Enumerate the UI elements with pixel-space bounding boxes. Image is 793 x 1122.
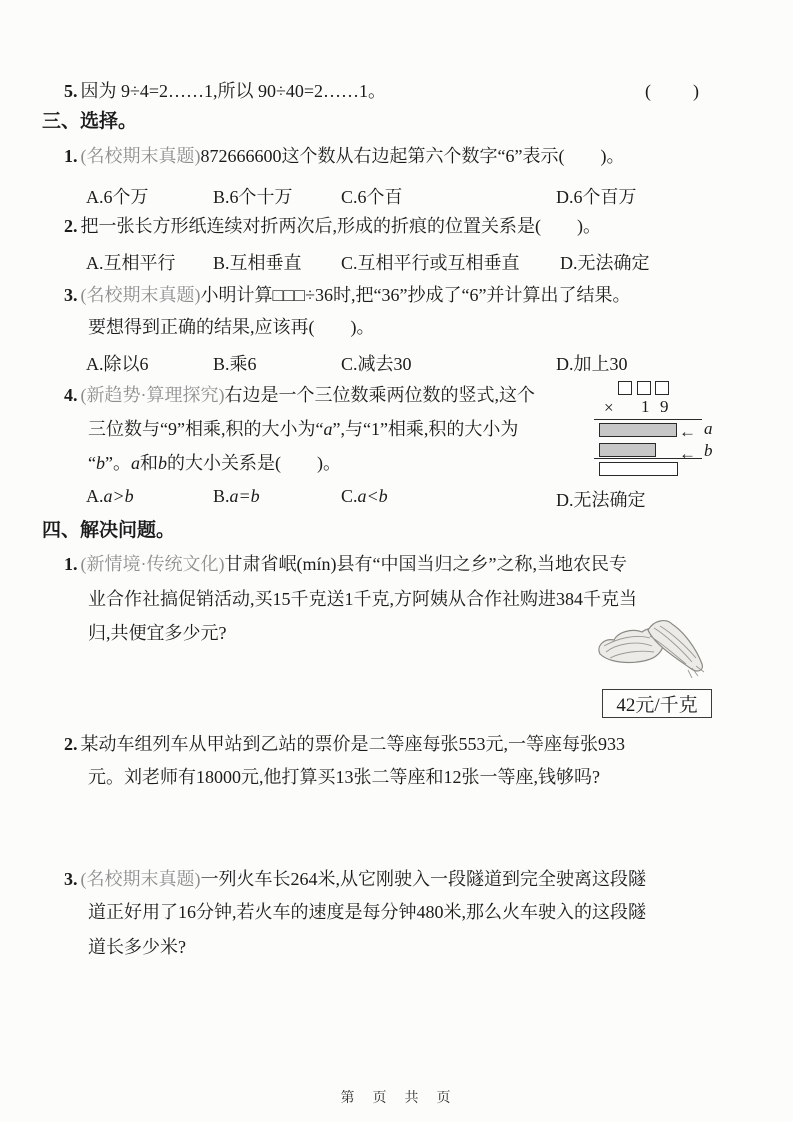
rule-line (594, 458, 702, 459)
s4-question-2-line2: 元。刘老师有18000元,他打算买13张二等座和12张一等座,钱够吗? (88, 767, 600, 787)
s3-question-1 (64, 145, 624, 167)
question-number: 2. (64, 216, 78, 236)
variable-a: a (323, 419, 333, 439)
rule-line (594, 419, 702, 420)
option-a: A.互相平行 (86, 253, 176, 273)
s4-question-3-line1 (64, 868, 646, 890)
variable-b: b (96, 453, 105, 473)
option-a (86, 486, 134, 507)
judge-answer-bracket: ( ) (645, 81, 701, 101)
option-value: a=b (229, 486, 260, 506)
question-text: 甘肃省岷(mín)县有“中国当归之乡”之称,当地农民专 (224, 554, 627, 574)
price-label: 42元/千克 (616, 695, 698, 716)
question-tag: (新情境·传统文化) (80, 554, 225, 574)
arrow-left-icon: ← (679, 444, 696, 463)
option-value: 无法确定 (573, 490, 646, 510)
partial-product-a-bar (599, 423, 677, 437)
s4-question-1-line1 (64, 553, 627, 575)
question-number: 1. (64, 146, 78, 166)
section-4-title: 四、解决问题。 (42, 520, 176, 541)
s3-question-3-line2: 要想得到正确的结果,应该再( )。 (88, 317, 375, 337)
option-b (213, 486, 260, 507)
question-text: 右边是一个三位数乘两位数的竖式,这个 (224, 385, 535, 405)
option-label: C. (341, 486, 358, 506)
s3-q3-options (0, 350, 793, 374)
option-value: a>b (103, 486, 134, 506)
question-tag: (名校期末真题) (80, 869, 201, 889)
question-number: 3. (64, 285, 78, 305)
option-b: B.6个十万 (213, 187, 293, 207)
question-text: ”。 (105, 453, 131, 473)
digit-box (618, 381, 632, 395)
s3-question-3-line1 (64, 284, 630, 306)
option-a: A.6个万 (86, 187, 149, 207)
question-text: 小明计算□□□÷36时,把“36”抄成了“6”并计算出了结果。 (200, 285, 631, 305)
option-d (556, 486, 646, 512)
option-d: D.6个百万 (556, 187, 637, 207)
final-product-bar (599, 462, 678, 476)
s4-question-3-line3: 道长多少米? (88, 937, 186, 957)
option-d: D.加上30 (556, 354, 628, 374)
question-text: 三位数与“9”相乘,积的大小为“ (88, 419, 324, 439)
label-a: a (704, 419, 713, 438)
question-text: 872666600这个数从右边起第六个数字“6”表示( )。 (200, 146, 625, 166)
option-label: D. (556, 490, 574, 510)
question-text: 的大小关系是( )。 (167, 453, 341, 473)
judge-question-5 (64, 80, 386, 102)
option-c: C.减去30 (341, 354, 412, 374)
option-a: A.除以6 (86, 354, 149, 374)
s3-question-4-line3 (88, 452, 341, 474)
option-c: C.6个百 (341, 187, 403, 207)
multiplier-digit-9: 9 (660, 397, 669, 416)
digit-box (655, 381, 669, 395)
question-number: 3. (64, 869, 78, 889)
question-tag: (新趋势·算理探究) (80, 385, 225, 405)
option-d: D.无法确定 (560, 253, 650, 273)
s4-question-2-line1 (64, 733, 625, 755)
question-text: 某动车组列车从甲站到乙站的票价是二等座每张553元,一等座每张933 (80, 734, 625, 754)
times-sign: × (604, 398, 614, 417)
question-number: 5. (64, 81, 78, 101)
option-label: B. (213, 486, 230, 506)
page-footer: 第 页 共 页 (340, 1091, 453, 1106)
multiplication-diagram (592, 376, 724, 482)
s3-question-4-line2 (88, 418, 518, 440)
s3-q1-options (0, 183, 793, 207)
variable-a: a (131, 453, 140, 473)
question-text: 因为 9÷4=2……1,所以 90÷40=2……1。 (80, 81, 387, 101)
question-number: 4. (64, 385, 78, 405)
angelica-root-illustration (592, 612, 720, 690)
s3-q2-options (0, 249, 793, 273)
digit-box (637, 381, 651, 395)
s3-q4-options (0, 486, 793, 510)
question-tag: (名校期末真题) (80, 285, 201, 305)
option-b: B.乘6 (213, 354, 257, 374)
section-3-title: 三、选择。 (42, 111, 138, 132)
variable-b: b (158, 453, 167, 473)
question-number: 1. (64, 554, 78, 574)
option-b: B.互相垂直 (213, 253, 302, 273)
arrow-left-icon: ← (679, 422, 696, 441)
s3-question-2 (64, 215, 601, 237)
question-text: 一列火车长264米,从它刚驶入一段隧道到完全驶离这段隧 (200, 869, 646, 889)
option-c (341, 486, 388, 507)
price-tag (602, 689, 712, 718)
label-b: b (704, 441, 713, 460)
s4-question-3-line2: 道正好用了16分钟,若火车的速度是每分钟480米,那么火车驶入的这段隧 (88, 902, 646, 922)
question-text: 把一张长方形纸连续对折两次后,形成的折痕的位置关系是( )。 (80, 216, 601, 236)
s4-question-1-line3: 归,共便宜多少元? (88, 623, 227, 643)
option-c: C.互相平行或互相垂直 (341, 253, 520, 273)
partial-product-b-bar (599, 443, 656, 457)
s4-question-1-line2: 业合作社搞促销活动,买15千克送1千克,方阿姨从合作社购进384千克当 (88, 589, 637, 609)
option-label: A. (86, 486, 104, 506)
question-text: “ (88, 453, 96, 473)
question-text: ”,与“1”相乘,积的大小为 (332, 419, 519, 439)
s3-question-4-line1 (64, 384, 535, 406)
multiplier-digit-1: 1 (641, 397, 650, 416)
question-text: 和 (140, 453, 158, 473)
question-number: 2. (64, 734, 78, 754)
question-tag: (名校期末真题) (80, 146, 201, 166)
option-value: a<b (357, 486, 388, 506)
